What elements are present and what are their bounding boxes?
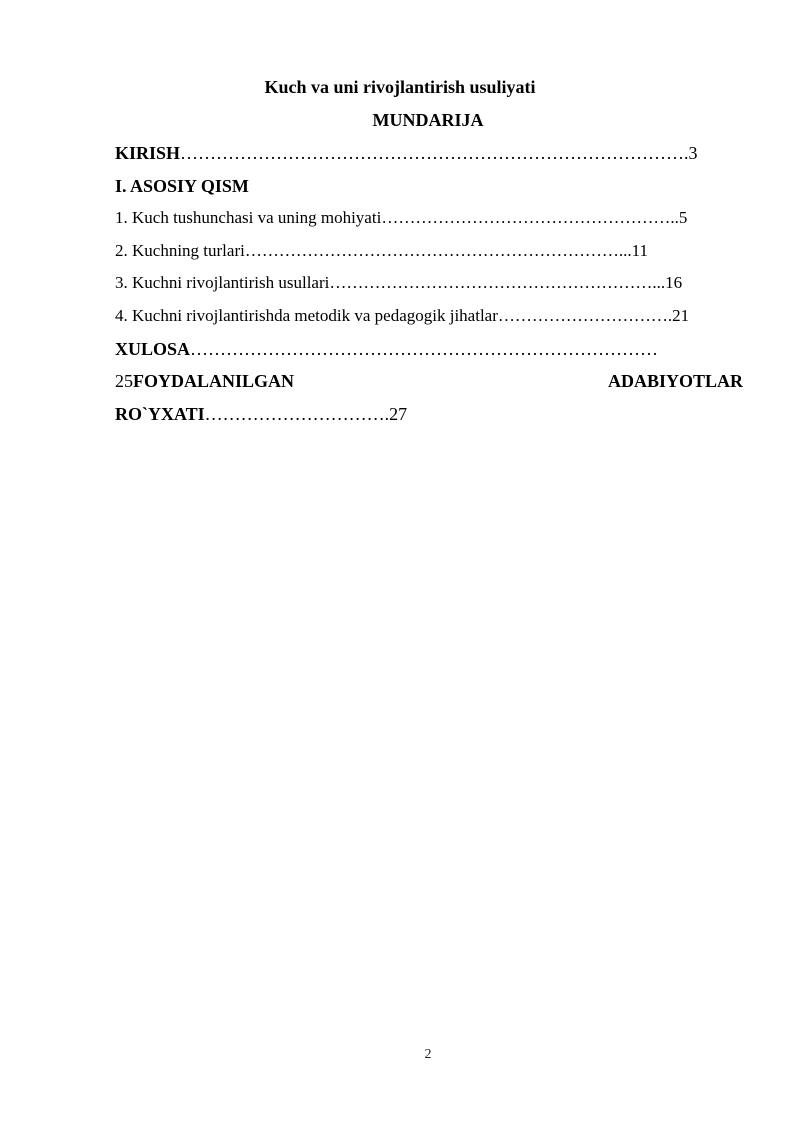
toc-entry-kirish[interactable] (115, 142, 743, 175)
toc-entry-leader: …………………………………………………………………… (190, 338, 659, 359)
toc-section-label: I. ASOSIY QISM (115, 175, 249, 196)
toc-entry-word1: FOYDALANILGAN (133, 371, 295, 392)
toc-entry-text: 2. Kuchning turlari (115, 240, 245, 260)
toc-entry-leader: …………………………………………………...16 (329, 273, 683, 293)
toc-entry-text: 4. Kuchni rivojlantirishda metodik va pedagogik jihatlar (115, 305, 498, 325)
toc-entry-item4[interactable] (115, 305, 743, 338)
toc-entry-foydalanilgan[interactable] (115, 370, 743, 403)
toc-entry-item3[interactable] (115, 272, 743, 305)
toc-entry-item1[interactable] (115, 207, 743, 240)
table-of-contents (115, 142, 743, 435)
toc-entry-label-start (115, 370, 294, 403)
toc-entry-prefix: 25 (115, 371, 133, 392)
toc-entry-leader: ………………………….21 (497, 305, 690, 325)
toc-entry-text: 1. Kuch tushunchasi va uning mohiyati (115, 208, 382, 228)
page-number: 2 (424, 1047, 432, 1062)
toc-section-heading[interactable] (115, 175, 743, 208)
document-title: Kuch va uni rivojlantirish usuliyati (264, 77, 536, 97)
toc-entry-leader: ………………………….27 (204, 403, 408, 424)
toc-entry-label: XULOSA (115, 338, 191, 359)
toc-entry-label: RO`YXATI (115, 403, 205, 424)
toc-heading: MUNDARIJA (372, 110, 484, 130)
toc-entry-item2[interactable] (115, 240, 743, 273)
toc-entry-word2: ADABIYOTLAR (607, 371, 743, 392)
toc-entry-label: KIRISH (115, 143, 181, 163)
toc-entry-leader: ………………………………………………………………………….3 (180, 143, 698, 163)
toc-entry-xulosa[interactable] (115, 338, 743, 371)
toc-entry-leader: ……………………………………………..5 (381, 208, 688, 228)
toc-entry-royxati[interactable] (115, 403, 743, 436)
toc-entry-text: 3. Kuchni rivojlantirish usullari (115, 273, 330, 293)
toc-entry-leader: …………………………………………………………...11 (244, 240, 648, 260)
